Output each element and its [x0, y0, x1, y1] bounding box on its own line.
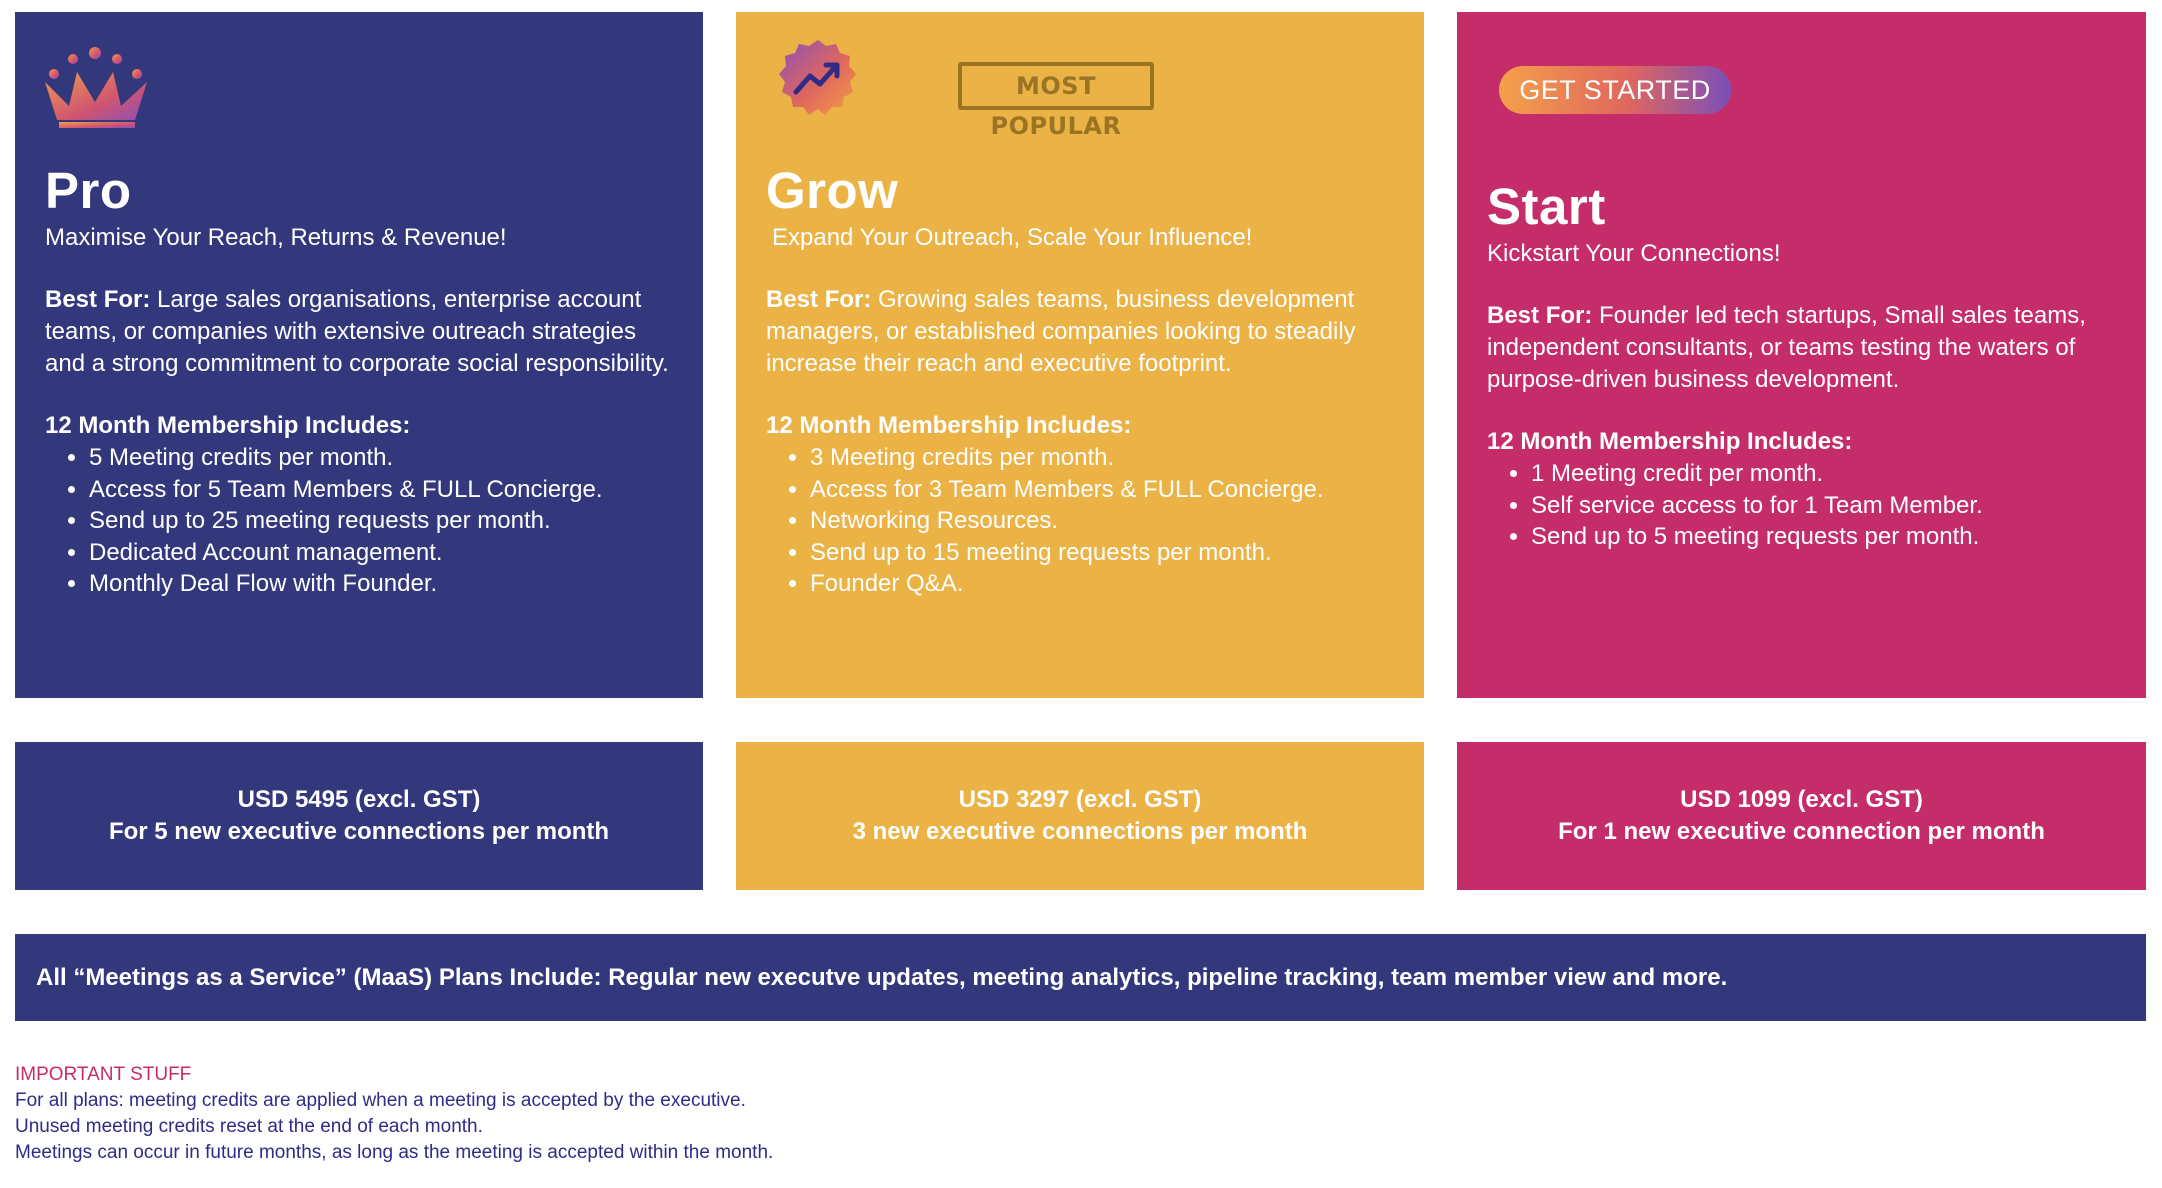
price-subtext: For 1 new executive connection per month	[1558, 818, 2045, 845]
feature-item: • Send up to 15 meeting requests per month.	[810, 537, 1400, 569]
best-for-label: Best For:	[766, 286, 872, 313]
feature-item: • Send up to 5 meeting requests per month.	[1531, 521, 2122, 553]
best-for-text: Founder led tech startups, Small sales teams, independent consultants, or teams testing the waters of purpose-driven business development.	[1487, 302, 2086, 393]
feature-item: • Self service access to for 1 Team Member.	[1531, 490, 2122, 522]
crown-icon	[37, 44, 157, 134]
feature-item: • 3 Meeting credits per month.	[810, 442, 1400, 474]
price-subtext: 3 new executive connections per month	[852, 818, 1308, 845]
note-line: For all plans: meeting credits are applied when a meeting is accepted by the executive.	[15, 1090, 746, 1111]
most-popular-stamp: MOST POPULAR	[958, 62, 1154, 110]
notes-heading: IMPORTANT STUFF	[15, 1064, 192, 1085]
get-started-button[interactable]: GET STARTED	[1499, 66, 1731, 114]
feature-item: • Founder Q&A.	[810, 568, 1400, 600]
best-for	[1487, 300, 2122, 396]
best-for	[45, 284, 679, 380]
price-box-pro	[15, 742, 703, 890]
feature-item: • Networking Resources.	[810, 505, 1400, 537]
feature-list	[766, 442, 1400, 600]
note-line: Unused meeting credits reset at the end of each month.	[15, 1116, 483, 1137]
best-for-label: Best For:	[45, 286, 151, 313]
trending-up-badge-icon	[776, 38, 860, 122]
note-line: Meetings can occur in future months, as long as the meeting is accepted within the month.	[15, 1142, 774, 1163]
feature-item: • Dedicated Account management.	[89, 537, 679, 569]
feature-item: • Send up to 25 meeting requests per month.	[89, 505, 679, 537]
price-subtext: For 5 new executive connections per month	[108, 818, 610, 845]
plan-tagline: Maximise Your Reach, Returns & Revenue!	[45, 224, 507, 251]
feature-item: • Monthly Deal Flow with Founder.	[89, 568, 679, 600]
plan-title: Pro	[45, 162, 132, 219]
plan-title: Grow	[766, 162, 899, 219]
best-for-label: Best For:	[1487, 302, 1593, 329]
plan-card-pro	[15, 12, 703, 698]
best-for-text: Growing sales teams, business development managers, or established companies looking to steadily increase their reach and executive footprint.	[766, 286, 1356, 377]
important-notes	[15, 1062, 773, 1166]
includes-heading: 12 Month Membership Includes:	[766, 412, 1132, 439]
best-for-text: Large sales organisations, enterprise account teams, or companies with extensive outreach strategies and a strong commitment to corporate social responsibility.	[45, 286, 669, 377]
price-amount: USD 5495 (excl. GST)	[237, 786, 481, 813]
feature-list	[1487, 458, 2122, 553]
plan-card-start	[1457, 12, 2146, 698]
price-box-start	[1457, 742, 2146, 890]
feature-item: • Access for 3 Team Members & FULL Concierge.	[810, 474, 1400, 506]
price-box-grow	[736, 742, 1424, 890]
feature-item: • 1 Meeting credit per month.	[1531, 458, 2122, 490]
price-amount: USD 1099 (excl. GST)	[1680, 786, 1923, 813]
best-for	[766, 284, 1400, 380]
price-amount: USD 3297 (excl. GST)	[958, 786, 1202, 813]
plan-title: Start	[1487, 178, 1606, 235]
feature-item: • 5 Meeting credits per month.	[89, 442, 679, 474]
includes-heading: 12 Month Membership Includes:	[45, 412, 411, 439]
plan-tagline: Kickstart Your Connections!	[1487, 240, 1781, 267]
includes-heading: 12 Month Membership Includes:	[1487, 428, 1853, 455]
maas-banner: All “Meetings as a Service” (MaaS) Plans Include: Regular new executve updates, meeting analytics, pipeline tracking, team member view and more.	[15, 934, 2146, 1021]
plan-tagline: Expand Your Outreach, Scale Your Influence!	[772, 224, 1253, 251]
plan-card-grow	[736, 12, 1424, 698]
feature-list	[45, 442, 679, 600]
feature-item: • Access for 5 Team Members & FULL Concierge.	[89, 474, 679, 506]
